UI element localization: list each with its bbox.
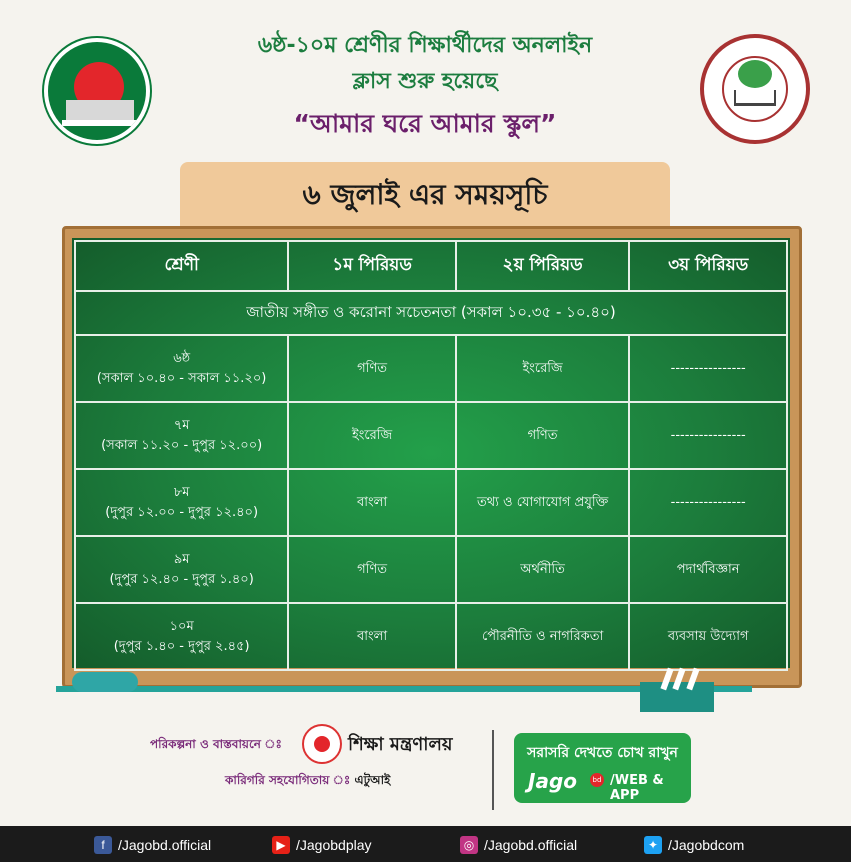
parliament-logo: [44, 38, 150, 144]
social-instagram[interactable]: [460, 836, 577, 854]
planned-by-label: পরিকল্পনা ও বাস্তবায়নে ঃ: [150, 737, 282, 751]
period-1-cell: ইংরেজি: [288, 402, 456, 469]
education-slogan-logo: [700, 34, 810, 144]
jagobd-logo: Jago: [528, 769, 577, 793]
social-handle: /Jagobdplay: [296, 837, 372, 853]
class-name: ৭ম: [173, 417, 190, 433]
slogan: “আমার ঘরে আমার স্কুল”: [293, 109, 557, 138]
table-header-row: [75, 241, 787, 291]
date-title: ৬ জুলাই এর সময়সূচি: [180, 162, 670, 230]
header-class: শ্রেণী: [75, 241, 288, 291]
period-1-cell: গণিত: [288, 536, 456, 603]
class-name: ৬ষ্ঠ: [173, 350, 191, 366]
facebook-icon: f: [94, 836, 112, 854]
class-cell: [75, 402, 288, 469]
period-1-cell: বাংলা: [288, 469, 456, 536]
table-row: [75, 536, 787, 603]
jagobd-badge: bd: [590, 773, 604, 787]
ministry-name: শিক্ষা মন্ত্রণালয়: [348, 734, 453, 755]
class-time: (সকাল ১০.৪০ - সকাল ১১.২০): [96, 370, 267, 386]
divider: [492, 730, 494, 810]
class-time: (দুপুর ১২.৪০ - দুপুর ১.৪০): [109, 571, 254, 587]
table-row: [75, 402, 787, 469]
period-3-cell: পদার্থবিজ্ঞান: [629, 536, 787, 603]
class-cell: [75, 335, 288, 402]
youtube-icon: ▶: [272, 836, 290, 854]
period-3-cell: ----------------: [629, 469, 787, 536]
anthem-row: [75, 291, 787, 335]
parliament-building-shape: [66, 100, 134, 122]
anthem-cell: জাতীয় সঙ্গীত ও করোনা সচেতনতা (সকাল ১০.৩৫ - ১০.৪০): [75, 291, 787, 335]
class-cell: [75, 469, 288, 536]
watch-label: সরাসরি দেখতে চোখ রাখুন: [527, 745, 678, 761]
class-time: (সকাল ১১.২০ - দুপুর ১২.০০): [101, 437, 263, 453]
instagram-icon: ◎: [460, 836, 478, 854]
social-twitter[interactable]: [644, 836, 744, 854]
header-period-2: ২য় পিরিয়ড: [456, 241, 630, 291]
social-handle: /Jagobd.official: [118, 837, 212, 853]
tech-credit: [225, 772, 390, 792]
class-time: (দুপুর ১২.০০ - দুপুর ১২.৪০): [105, 504, 259, 520]
table-row: [75, 603, 787, 670]
ministry-logo: [302, 724, 342, 764]
eraser: [72, 672, 138, 692]
logo-base: [62, 120, 138, 126]
period-2-cell: অর্থনীতি: [456, 536, 630, 603]
headline-line2: ক্লাস শুরু হয়েছে: [352, 69, 498, 94]
social-handle: /Jagobd.official: [484, 837, 578, 853]
period-2-cell: গণিত: [456, 402, 630, 469]
social-facebook[interactable]: [94, 836, 211, 854]
period-2-cell: তথ্য ও যোগাযোগ প্রযুক্তি: [456, 469, 630, 536]
headline: [160, 28, 690, 100]
header-period-3: ৩য় পিরিয়ড: [629, 241, 787, 291]
social-handle: /Jagobdcom: [668, 837, 745, 853]
class-cell: [75, 603, 288, 670]
table-row: [75, 469, 787, 536]
web-app-label: /WEB & APP: [610, 773, 664, 803]
social-youtube[interactable]: [272, 836, 372, 854]
period-3-cell: ব্যবসায় উদ্যোগ: [629, 603, 787, 670]
table-row: [75, 335, 787, 402]
class-name: ১০ম: [169, 618, 194, 634]
period-3-cell: ----------------: [629, 402, 787, 469]
book-icon: [734, 90, 776, 106]
class-time: (দুপুর ১.৪০ - দুপুর ২.৪৫): [113, 638, 250, 654]
period-3-cell: ----------------: [629, 335, 787, 402]
social-bar: [0, 826, 851, 862]
period-1-cell: বাংলা: [288, 603, 456, 670]
tree-icon: [738, 60, 772, 88]
period-2-cell: পৌরনীতি ও নাগরিকতা: [456, 603, 630, 670]
class-cell: [75, 536, 288, 603]
watch-live-box[interactable]: [514, 733, 691, 803]
class-name: ৮ম: [173, 484, 190, 500]
headline-line1: ৬ষ্ঠ-১০ম শ্রেণীর শিক্ষার্থীদের অনলাইন: [257, 33, 593, 58]
tech-label: কারিগরি সহযোগিতায় ঃ: [225, 773, 351, 787]
schedule-table: [74, 240, 788, 671]
class-name: ৯ম: [173, 551, 190, 567]
period-1-cell: গণিত: [288, 335, 456, 402]
header-period-1: ১ম পিরিয়ড: [288, 241, 456, 291]
tech-partner: এটুআই: [354, 773, 391, 787]
twitter-icon: ✦: [644, 836, 662, 854]
period-2-cell: ইংরেজি: [456, 335, 630, 402]
